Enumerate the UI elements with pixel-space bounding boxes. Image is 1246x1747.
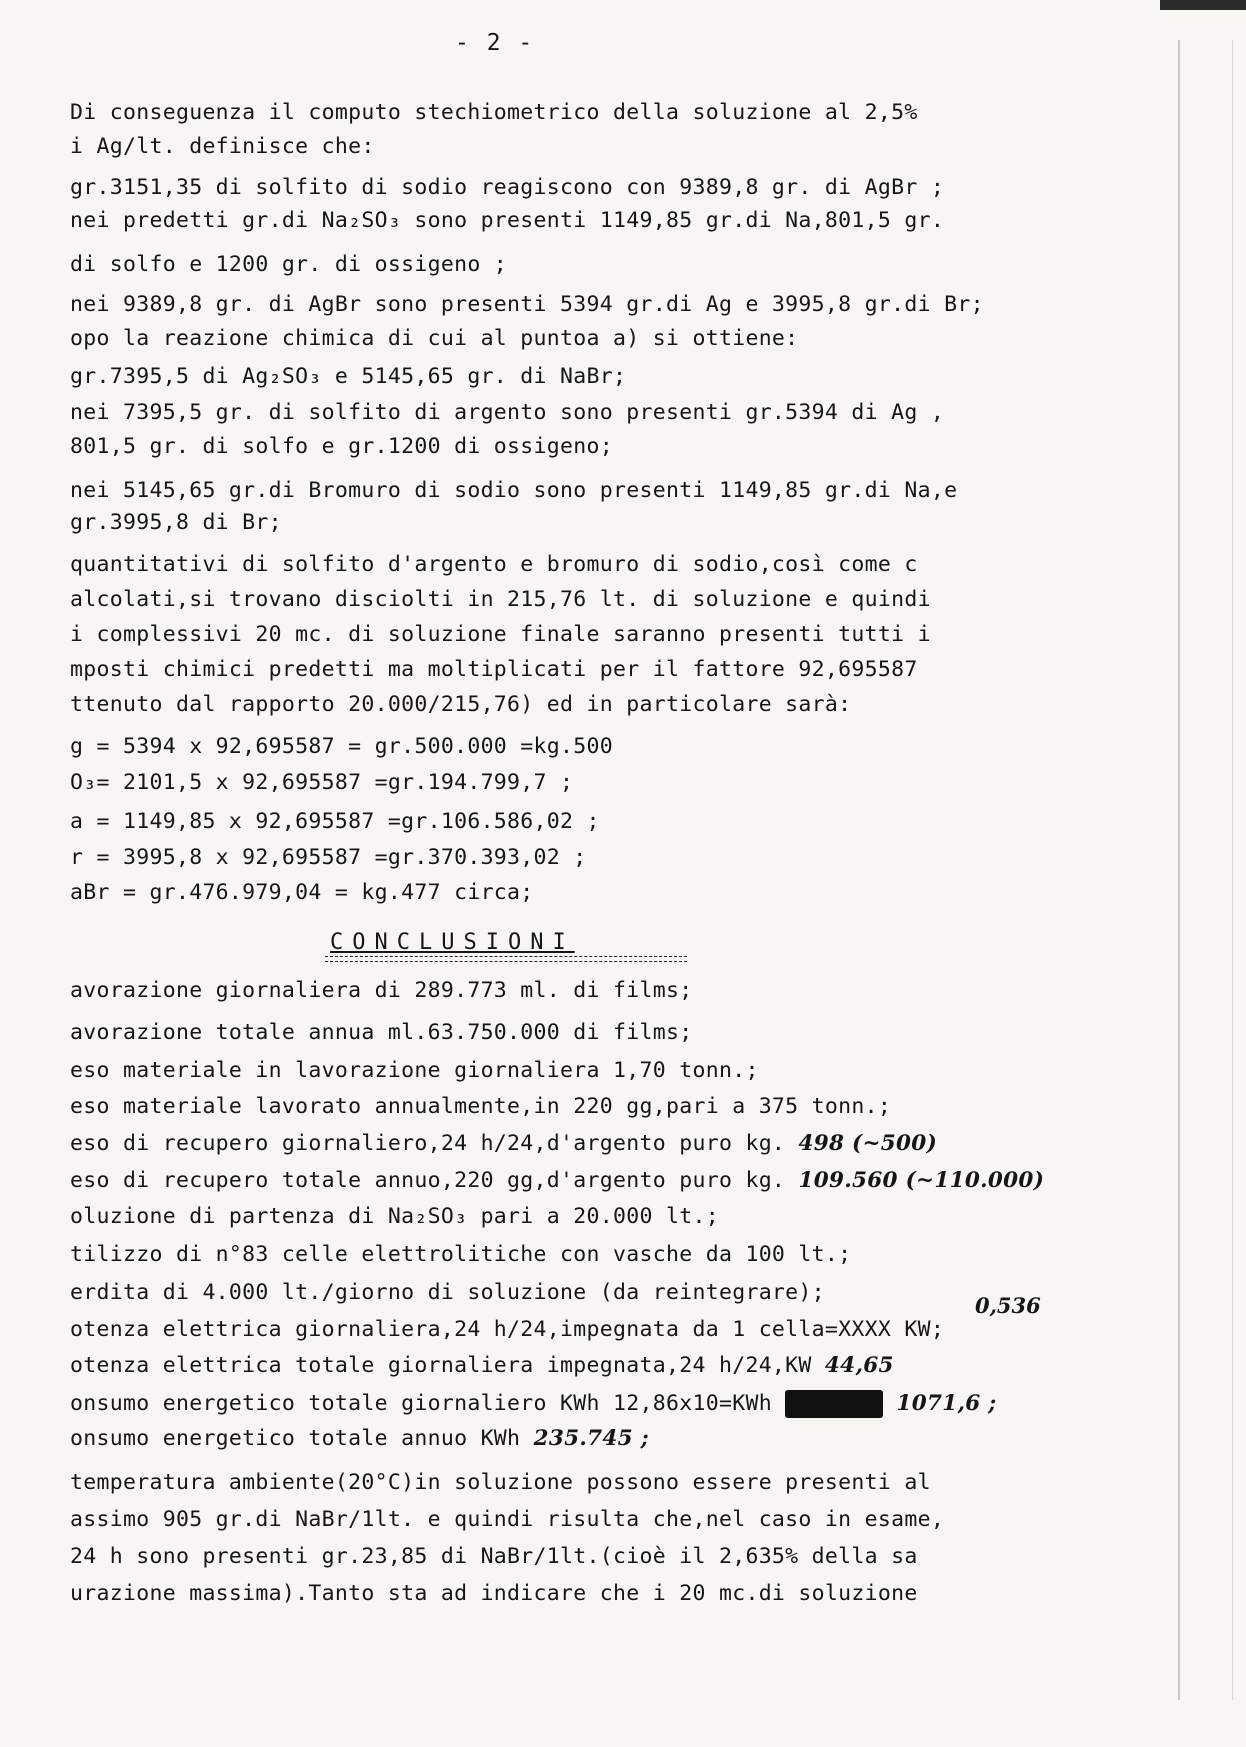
formula-line: a = 1149,85 x 92,695587 =gr.106.586,02 ;: [70, 809, 600, 834]
text-line: di solfo e 1200 gr. di ossigeno ;: [70, 252, 508, 277]
conclusion-text: eso di recupero giornaliero,24 h/24,d'argento puro kg.: [70, 1131, 786, 1156]
conclusion-line: [70, 1131, 937, 1156]
conclusion-line: 24 h sono presenti gr.23,85 di NaBr/1lt.(cioè il 2,635% della sa: [70, 1544, 918, 1569]
formula-line: g = 5394 x 92,695587 = gr.500.000 =kg.500: [70, 734, 614, 759]
page-edge-line: [1178, 40, 1180, 1700]
conclusion-line: [70, 1426, 649, 1451]
handwritten-value: 109.560 (~110.000): [798, 1168, 1045, 1193]
text-line: gr.3151,35 di solfito di sodio reagiscono con 9389,8 gr. di AgBr ;: [70, 175, 945, 200]
text-line: mposti chimici predetti ma moltiplicati per il fattore 92,695587: [70, 657, 918, 682]
redaction-block: [785, 1390, 883, 1418]
text-line: opo la reazione chimica di cui al puntoa a) si ottiene:: [70, 326, 799, 351]
text-line: nei 9389,8 gr. di AgBr sono presenti 5394 gr.di Ag e 3995,8 gr.di Br;: [70, 292, 984, 317]
text-line: nei predetti gr.di Na₂SO₃ sono presenti 1149,85 gr.di Na,801,5 gr.: [70, 208, 945, 233]
text-line: Di conseguenza il computo stechiometrico della soluzione al 2,5%: [70, 100, 918, 125]
conclusion-line: tilizzo di n°83 celle elettrolitiche con vasche da 100 lt.;: [70, 1242, 852, 1267]
text-line: nei 7395,5 gr. di solfito di argento sono presenti gr.5394 di Ag ,: [70, 400, 945, 425]
page-edge-line: [1232, 40, 1233, 1700]
handwritten-value: 44,65: [824, 1353, 894, 1378]
conclusion-line: assimo 905 gr.di NaBr/1lt. e quindi risulta che,nel caso in esame,: [70, 1507, 945, 1532]
handwritten-value: 235.745 ;: [533, 1426, 649, 1451]
conclusion-line: otenza elettrica giornaliera,24 h/24,impegnata da 1 cella=XXXX KW;: [70, 1317, 945, 1342]
text-line: 801,5 gr. di solfo e gr.1200 di ossigeno;: [70, 434, 614, 459]
handwritten-value: 498 (~500): [798, 1131, 938, 1156]
text-line: ttenuto dal rapporto 20.000/215,76) ed in particolare sarà:: [70, 692, 852, 717]
conclusion-line: urazione massima).Tanto sta ad indicare che i 20 mc.di soluzione: [70, 1581, 918, 1606]
conclusion-line: [70, 1390, 997, 1418]
formula-line: r = 3995,8 x 92,695587 =gr.370.393,02 ;: [70, 845, 587, 870]
text-line: alcolati,si trovano disciolti in 215,76 lt. di soluzione e quindi: [70, 587, 931, 612]
text-line: i complessivi 20 mc. di soluzione finale saranno presenti tutti i: [70, 622, 931, 647]
conclusion-line: temperatura ambiente(20°C)in soluzione possono essere presenti al: [70, 1470, 931, 1495]
page-number: - 2 -: [455, 30, 535, 56]
conclusion-text: otenza elettrica totale giornaliera impegnata,24 h/24,KW: [70, 1353, 812, 1378]
handwritten-value: 1071,6 ;: [896, 1391, 997, 1416]
handwritten-value: 0,536: [975, 1293, 1041, 1318]
text-line: i Ag/lt. definisce che:: [70, 134, 375, 159]
formula-line: aBr = gr.476.979,04 = kg.477 circa;: [70, 880, 534, 905]
conclusions-heading: CONCLUSIONI: [330, 930, 575, 955]
page-edge-shadow: [1160, 0, 1246, 10]
conclusion-line: avorazione totale annua ml.63.750.000 di films;: [70, 1020, 693, 1045]
text-line: gr.3995,8 di Br;: [70, 510, 282, 535]
conclusion-line: avorazione giornaliera di 289.773 ml. di films;: [70, 978, 693, 1003]
conclusion-line: erdita di 4.000 lt./giorno di soluzione (da reintegrare);: [70, 1280, 825, 1305]
text-line: quantitativi di solfito d'argento e bromuro di sodio,così come c: [70, 552, 918, 577]
conclusion-text: onsumo energetico totale giornaliero KWh 12,86x10=KWh: [70, 1391, 772, 1416]
formula-line: O₃= 2101,5 x 92,695587 =gr.194.799,7 ;: [70, 770, 574, 795]
conclusion-line: eso materiale in lavorazione giornaliera 1,70 tonn.;: [70, 1058, 759, 1083]
conclusion-line: [70, 1353, 894, 1378]
conclusion-line: [70, 1168, 1044, 1193]
conclusion-text: eso di recupero totale annuo,220 gg,d'argento puro kg.: [70, 1168, 786, 1193]
text-line: gr.7395,5 di Ag₂SO₃ e 5145,65 gr. di NaBr;: [70, 364, 627, 389]
heading-rule: [325, 956, 687, 957]
conclusion-line: oluzione di partenza di Na₂SO₃ pari a 20.000 lt.;: [70, 1204, 719, 1229]
conclusion-line: eso materiale lavorato annualmente,in 220 gg,pari a 375 tonn.;: [70, 1094, 892, 1119]
conclusion-text: onsumo energetico totale annuo KWh: [70, 1426, 521, 1451]
heading-rule: [325, 961, 687, 962]
text-line: nei 5145,65 gr.di Bromuro di sodio sono presenti 1149,85 gr.di Na,e: [70, 478, 958, 503]
